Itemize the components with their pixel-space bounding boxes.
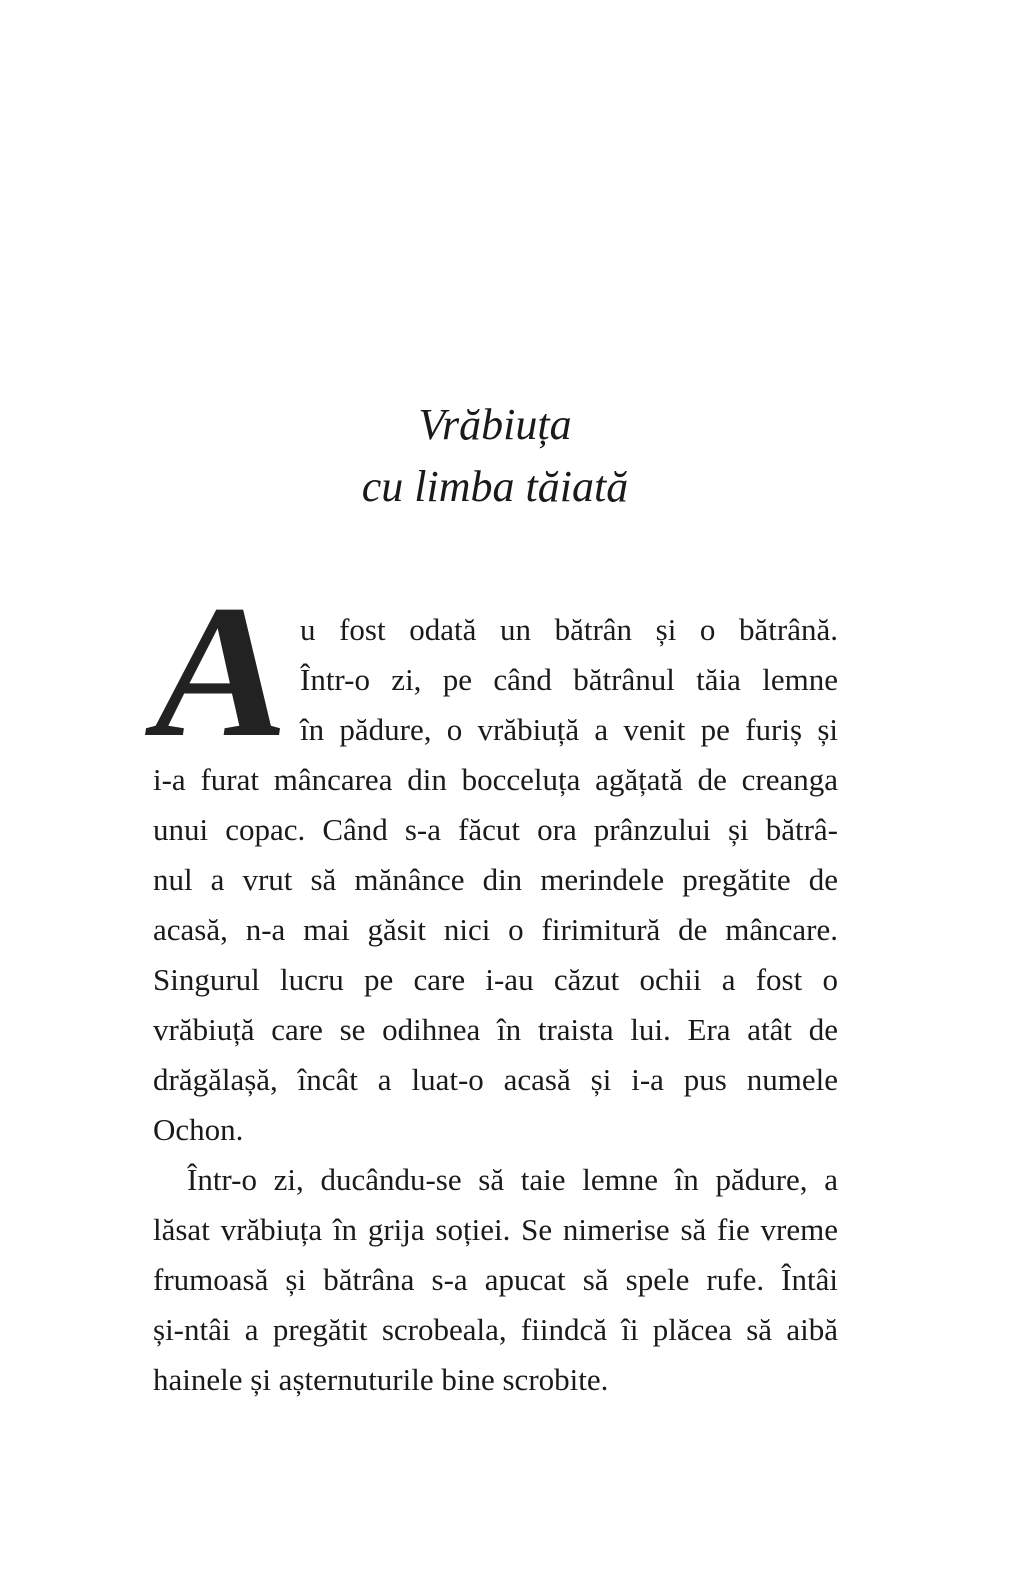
text-line: acasă, n-a mai găsit nici o firimitură de mâncare.	[153, 912, 838, 947]
text-line: frumoasă și bătrâna s-a apucat să spele rufe. Întâi	[153, 1262, 838, 1297]
text-line: nul a vrut să mănânce din merindele pregătite de	[153, 862, 838, 897]
text-line: unui copac. Când s-a făcut ora prânzului și bătrâ-	[153, 812, 838, 847]
drop-cap-letter: A	[137, 567, 305, 777]
text-line: lăsat vrăbiuța în grija soției. Se nimerise să fie vreme	[153, 1212, 838, 1247]
text-line: Într-o zi, ducându-se să taie lemne în pădure, a	[187, 1162, 838, 1197]
text-line: drăgălașă, încât a luat-o acasă și i-a pus numele	[153, 1062, 838, 1097]
text-line: vrăbiuță care se odihnea în traista lui. Era atât de	[153, 1012, 838, 1047]
text-line: i-a furat mâncarea din bocceluța agățată de creanga	[153, 762, 838, 797]
title-line-1: Vrăbiuța	[418, 400, 572, 449]
text-line: Ochon.	[153, 1112, 244, 1147]
text-line: hainele și așternuturile bine scrobite.	[153, 1362, 609, 1397]
text-line: și-ntâi a pregătit scrobeala, fiindcă îi plăcea să aibă	[153, 1312, 838, 1347]
text-line: Într-o zi, pe când bătrânul tăia lemne	[300, 662, 838, 697]
text-line: Singurul lucru pe care i-au căzut ochii a fost o	[153, 962, 838, 997]
text-line: u fost odată un bătrân și o bătrână.	[300, 612, 838, 647]
text-line: în pădure, o vrăbiuță a venit pe furiș și	[300, 712, 838, 747]
title-line-2: cu limba tăiată	[361, 462, 629, 511]
